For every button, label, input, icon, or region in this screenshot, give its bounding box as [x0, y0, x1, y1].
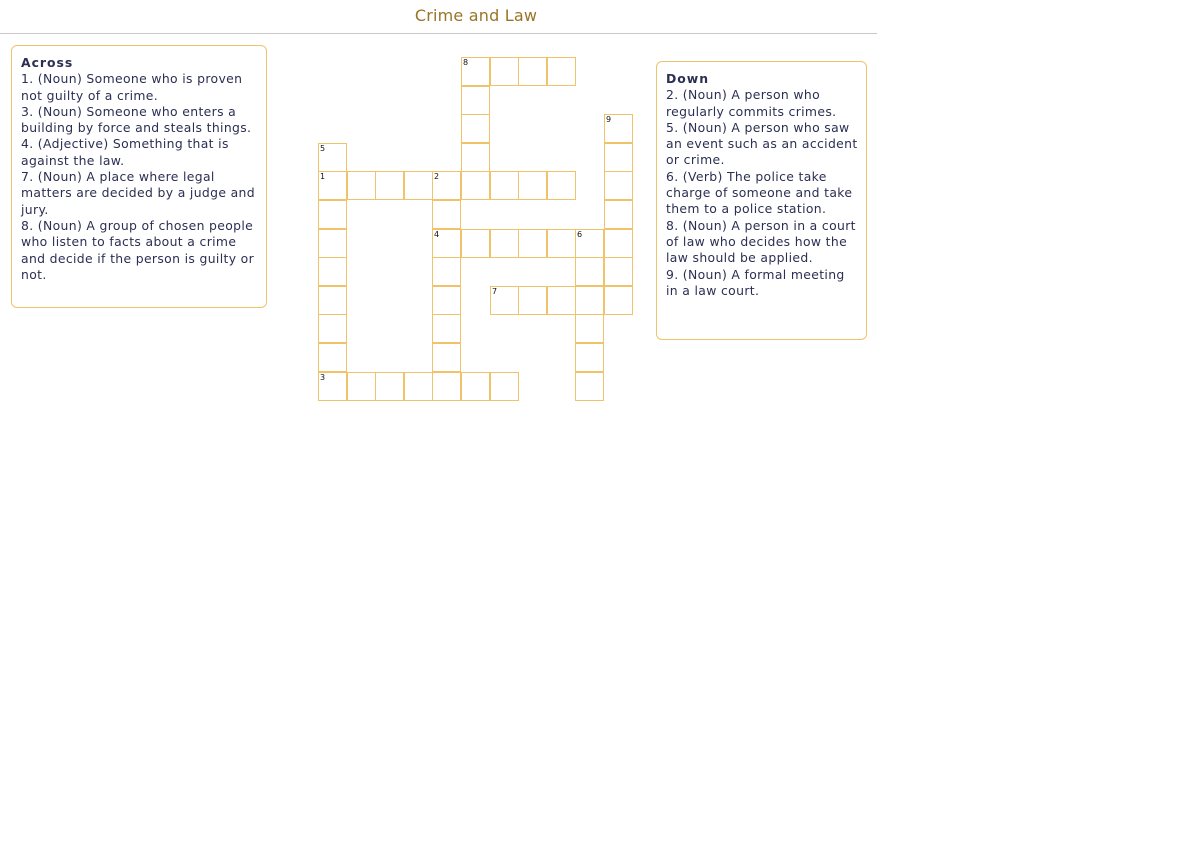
grid-cell[interactable]	[490, 229, 519, 258]
clue-number: 4	[434, 230, 440, 239]
grid-cell[interactable]	[547, 171, 576, 200]
grid-cell[interactable]	[432, 343, 461, 372]
clue-number: 5	[320, 144, 326, 153]
grid-cell[interactable]	[547, 286, 576, 315]
grid-cell[interactable]	[432, 314, 461, 343]
grid-cell[interactable]	[375, 372, 404, 401]
grid-cell[interactable]	[604, 257, 633, 286]
grid-cell[interactable]	[490, 286, 519, 315]
title-divider	[0, 33, 877, 34]
grid-cell[interactable]	[432, 286, 461, 315]
grid-cell[interactable]	[575, 314, 604, 343]
grid-cell[interactable]	[575, 257, 604, 286]
across-clue-8: 8. (Noun) A group of chosen people who listen to facts about a crime and decide if the person is guilty or not.	[21, 217, 255, 282]
grid-cell[interactable]	[461, 229, 490, 258]
grid-cell[interactable]	[490, 57, 519, 86]
grid-cell[interactable]	[432, 200, 461, 229]
across-clue-1: 1. (Noun) Someone who is proven not guilty of a crime.	[21, 71, 243, 103]
down-heading: Down	[666, 71, 710, 86]
grid-cell[interactable]	[575, 229, 604, 258]
grid-cell[interactable]	[518, 229, 547, 258]
grid-cell[interactable]	[318, 257, 347, 286]
grid-cell[interactable]	[318, 372, 347, 401]
grid-cell[interactable]	[404, 171, 433, 200]
grid-cell[interactable]	[547, 57, 576, 86]
clue-number: 8	[463, 58, 469, 67]
down-clue-2: 2. (Noun) A person who regularly commits crimes.	[666, 87, 837, 119]
grid-cell[interactable]	[347, 171, 376, 200]
grid-cell[interactable]	[461, 57, 490, 86]
grid-cell[interactable]	[461, 114, 490, 143]
grid-cell[interactable]	[375, 171, 404, 200]
grid-cell[interactable]	[518, 57, 547, 86]
grid-cell[interactable]	[518, 171, 547, 200]
grid-cell[interactable]	[318, 171, 347, 200]
page-title: Crime and Law	[414, 6, 538, 25]
grid-cell[interactable]	[432, 257, 461, 286]
grid-cell[interactable]	[604, 200, 633, 229]
grid-cell[interactable]	[461, 372, 490, 401]
grid-cell[interactable]	[318, 286, 347, 315]
grid-cell[interactable]	[318, 200, 347, 229]
clue-number: 2	[434, 172, 440, 181]
grid-cell[interactable]	[604, 229, 633, 258]
grid-cell[interactable]	[432, 372, 461, 401]
grid-cell[interactable]	[604, 171, 633, 200]
grid-cell[interactable]	[518, 286, 547, 315]
clue-number: 9	[606, 115, 612, 124]
down-clue-6: 6. (Verb) The police take charge of someone and take them to a police station.	[666, 168, 853, 217]
down-clue-8: 8. (Noun) A person in a court of law who decides how the law should be applied.	[666, 217, 856, 266]
grid-cell[interactable]	[604, 114, 633, 143]
grid-cell[interactable]	[575, 286, 604, 315]
clue-number: 3	[320, 373, 326, 382]
grid-cell[interactable]	[318, 143, 347, 172]
grid-cell[interactable]	[347, 372, 376, 401]
across-heading: Across	[21, 55, 74, 70]
grid-cell[interactable]	[404, 372, 433, 401]
clue-number: 1	[320, 172, 326, 181]
grid-cell[interactable]	[575, 372, 604, 401]
clue-number: 7	[492, 287, 498, 296]
grid-cell[interactable]	[318, 343, 347, 372]
down-clue-9: 9. (Noun) A formal meeting in a law court.	[666, 266, 845, 298]
grid-cell[interactable]	[318, 229, 347, 258]
grid-cell[interactable]	[461, 171, 490, 200]
grid-cell[interactable]	[547, 229, 576, 258]
across-clue-7: 7. (Noun) A place where legal matters are decided by a judge and jury.	[21, 169, 255, 217]
grid-cell[interactable]	[432, 171, 461, 200]
grid-cell[interactable]	[432, 229, 461, 258]
down-clue-5: 5. (Noun) A person who saw an event such as an accident or crime.	[666, 119, 858, 168]
across-clue-3: 3. (Noun) Someone who enters a building by force and steals things.	[21, 103, 252, 136]
across-clue-4: 4. (Adjective) Something that is against the law.	[21, 136, 229, 168]
grid-cell[interactable]	[490, 171, 519, 200]
grid-cell[interactable]	[604, 143, 633, 172]
grid-cell[interactable]	[604, 286, 633, 315]
grid-cell[interactable]	[490, 372, 519, 401]
grid-cell[interactable]	[461, 86, 490, 115]
across-clues-panel	[11, 45, 267, 308]
clue-number: 6	[577, 230, 583, 239]
down-clues-panel	[656, 61, 867, 340]
grid-cell[interactable]	[318, 314, 347, 343]
grid-cell[interactable]	[575, 343, 604, 372]
grid-cell[interactable]	[461, 143, 490, 172]
